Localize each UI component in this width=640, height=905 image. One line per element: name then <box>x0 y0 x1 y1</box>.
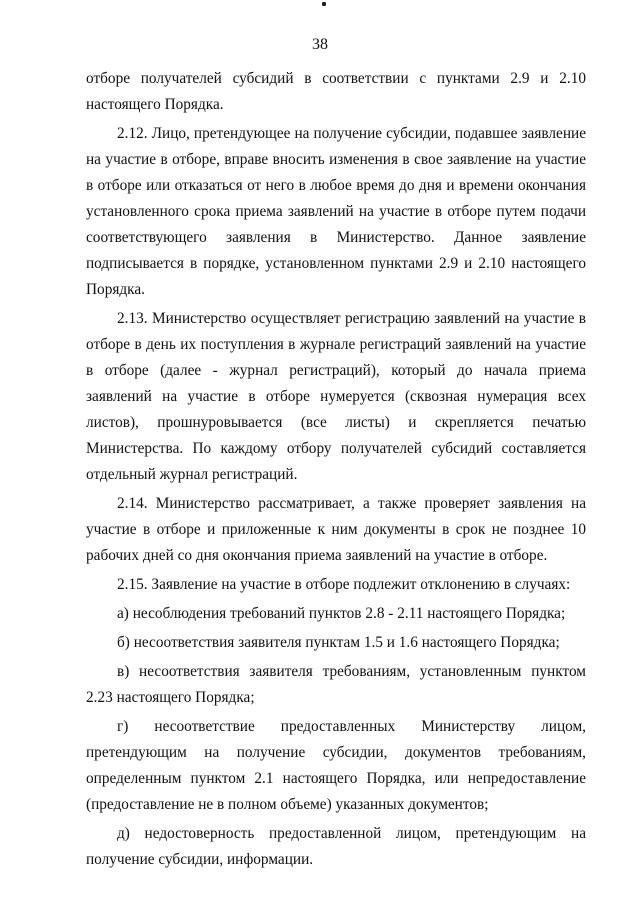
document-body <box>86 66 586 876</box>
scan-mark <box>322 2 326 6</box>
paragraph-2-15: 2.15. Заявление на участие в отборе подлежит отклонению в случаях: <box>117 576 571 593</box>
paragraph-2-13: 2.13. Министерство осуществляет регистрацию заявлений на участие в отборе в день их поступления в журнале регистраций заявлений на участие в отборе (далее - журнал регистраций), который до начала приема заявлений на участие в отборе нумеруется (сквозная нумерация всех листов), прошнуровывается (все листы) и скрепляется печатью Министерства. По каждому отбору получателей субсидий составляется отдельный журнал регистраций. <box>86 310 586 483</box>
list-item-v: в) несоответствия заявителя требованиям, установленным пунктом 2.23 настоящего Порядка; <box>86 663 586 706</box>
list-item-b: б) несоответствия заявителя пунктам 1.5 и 1.6 настоящего Порядка; <box>117 634 560 651</box>
paragraph-2-14: 2.14. Министерство рассматривает, а также проверяет заявления на участие в отборе и приложенные к ним документы в срок не позднее 10 рабочих дней со дня окончания приема заявлений на участие в отборе. <box>86 495 586 564</box>
list-item-g: г) несоответствие предоставленных Министерству лицом, претендующим на получение субсидии, документов требованиям, определенным пунктом 2.1 настоящего Порядка, или непредоставление (предоставление не в полном объеме) указанных документов; <box>86 718 586 813</box>
list-item-a: а) несоблюдения требований пунктов 2.8 - 2.11 настоящего Порядка; <box>117 605 566 622</box>
paragraph-2-12: 2.12. Лицо, претендующее на получение субсидии, подавшее заявление на участие в отборе, вправе вносить изменения в свое заявление на участие в отборе или отказаться от него в любое время до дня и времени окончания установленного срока приема заявлений на участие в отборе путем подачи соответствующего заявления в Министерство. Данное заявление подписывается в порядке, установленном пунктами 2.9 и 2.10 настоящего Порядка. <box>86 125 586 298</box>
list-item-d: д) недостоверность предоставленной лицом, претендующим на получение субсидии, информации. <box>86 825 586 868</box>
paragraph-continuation: отборе получателей субсидий в соответствии с пунктами 2.9 и 2.10 настоящего Порядка. <box>86 70 586 113</box>
page-number: 38 <box>312 36 328 53</box>
